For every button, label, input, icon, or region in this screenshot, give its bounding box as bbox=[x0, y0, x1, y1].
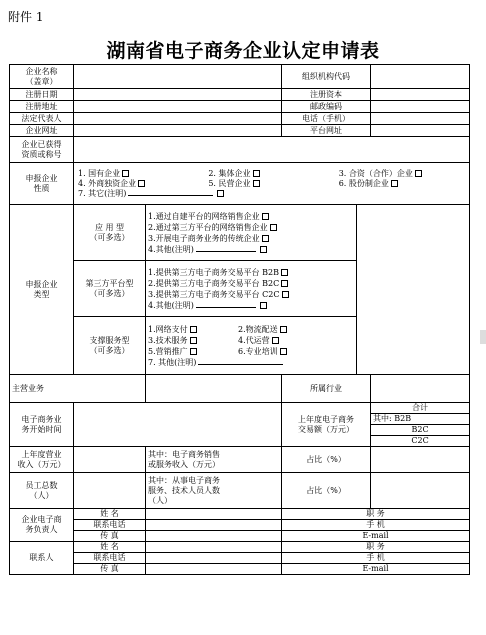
checkbox-icon bbox=[253, 170, 260, 177]
checkbox-icon bbox=[190, 348, 197, 355]
industry-field[interactable] bbox=[371, 375, 470, 403]
phone-field[interactable] bbox=[371, 113, 470, 125]
app-type-label: 应 用 型 （可多选） bbox=[74, 205, 146, 261]
attachment-label: 附件 1 bbox=[8, 10, 44, 24]
contact-position-label: 职 务 bbox=[282, 542, 470, 553]
revenue-field[interactable] bbox=[74, 447, 146, 473]
app-option[interactable]: 4.其他(注明) bbox=[148, 244, 354, 255]
contact-tel-label: 联系电话 bbox=[74, 553, 146, 564]
support-type-label: 支撑服务型 （可多选） bbox=[74, 317, 146, 375]
checkbox-icon bbox=[122, 170, 129, 177]
postcode-label: 邮政编码 bbox=[282, 101, 371, 113]
total-label: 合计 bbox=[371, 403, 470, 414]
third-option[interactable]: 1.提供第三方电子商务交易平台 B2B bbox=[148, 267, 354, 278]
b2b-label: 其中: B2B bbox=[371, 414, 470, 425]
app-option[interactable]: 3.开展电子商务业务的传统企业 bbox=[148, 233, 354, 244]
website-label: 企业网址 bbox=[10, 125, 74, 137]
legal-rep-field[interactable] bbox=[74, 113, 282, 125]
contact-email-label: E-mail bbox=[282, 564, 470, 575]
support-type-options bbox=[146, 317, 357, 375]
nature-option-other[interactable]: 7. 其它(注明) bbox=[76, 189, 467, 199]
annual-volume-label: 上年度电子商务 交易额（万元） bbox=[282, 403, 371, 447]
checkbox-icon bbox=[260, 246, 267, 253]
staff-field[interactable] bbox=[74, 473, 146, 509]
checkbox-icon bbox=[280, 348, 287, 355]
license-field[interactable] bbox=[74, 137, 470, 163]
company-name-field[interactable] bbox=[74, 65, 282, 89]
nature-label: 申报企业 性质 bbox=[10, 163, 74, 205]
support-option[interactable]: 3.技术服务 bbox=[148, 335, 238, 346]
head-position-label: 职 务 bbox=[282, 509, 470, 520]
c2c-label: C2C bbox=[371, 436, 470, 447]
license-label: 企业已获得 资质或称号 bbox=[10, 137, 74, 163]
head-tel-label: 联系电话 bbox=[74, 520, 146, 531]
phone-label: 电话（手机） bbox=[282, 113, 371, 125]
contact-fax-field[interactable] bbox=[146, 564, 282, 575]
nature-option[interactable]: 4. 外商独资企业 bbox=[76, 179, 206, 189]
checkbox-icon bbox=[281, 269, 288, 276]
third-option[interactable]: 4.其他(注明) bbox=[148, 300, 354, 311]
reg-capital-field[interactable] bbox=[371, 89, 470, 101]
checkbox-icon bbox=[270, 224, 277, 231]
third-option[interactable]: 3.提供第三方电子商务交易平台 C2C bbox=[148, 289, 354, 300]
checkbox-icon bbox=[190, 337, 197, 344]
checkbox-icon bbox=[415, 170, 422, 177]
ratio2-field[interactable] bbox=[371, 473, 470, 509]
support-option[interactable]: 5.营销推广 bbox=[148, 346, 238, 357]
third-option[interactable]: 2.提供第三方电子商务交易平台 B2C bbox=[148, 278, 354, 289]
checkbox-icon bbox=[190, 326, 197, 333]
checkbox-icon bbox=[281, 280, 288, 287]
nature-option[interactable]: 3. 合资（合作）企业 bbox=[337, 169, 467, 179]
reg-date-label: 注册日期 bbox=[10, 89, 74, 101]
ratio2-label: 占比（%） bbox=[282, 473, 371, 509]
support-option[interactable]: 6.专业培训 bbox=[238, 347, 287, 356]
reg-address-label: 注册地址 bbox=[10, 101, 74, 113]
support-option[interactable]: 2.物流配送 bbox=[238, 325, 287, 334]
main-business-field[interactable] bbox=[146, 375, 282, 403]
reg-date-field[interactable] bbox=[74, 89, 282, 101]
start-time-label: 电子商务业 务开始时间 bbox=[10, 403, 74, 447]
head-tel-field[interactable] bbox=[146, 520, 282, 531]
nature-option[interactable]: 1. 国有企业 bbox=[76, 169, 206, 179]
head-mobile-label: 手 机 bbox=[282, 520, 470, 531]
nature-option[interactable]: 5. 民营企业 bbox=[206, 179, 336, 189]
type-blank bbox=[357, 205, 470, 375]
app-type-options bbox=[146, 205, 357, 261]
support-option[interactable]: 4.代运营 bbox=[238, 336, 279, 345]
contact-name-label: 姓 名 bbox=[74, 542, 146, 553]
checkbox-icon bbox=[260, 302, 267, 309]
checkbox-icon bbox=[272, 337, 279, 344]
company-name-label: 企业名称 （盖章） bbox=[10, 65, 74, 89]
head-name-field[interactable] bbox=[146, 509, 282, 520]
main-business-label: 主营业务 bbox=[10, 375, 146, 403]
ec-revenue-label: 其中：电子商务销售 或服务收入（万元） bbox=[146, 447, 282, 473]
page-title: 湖南省电子商务企业认定申请表 bbox=[106, 40, 380, 62]
industry-label: 所属行业 bbox=[282, 375, 371, 403]
checkbox-icon bbox=[262, 213, 269, 220]
application-form bbox=[9, 64, 470, 575]
start-time-field[interactable] bbox=[74, 403, 282, 447]
support-option[interactable]: 7. 其他(注明) bbox=[148, 357, 354, 368]
contact-tel-field[interactable] bbox=[146, 553, 282, 564]
contact-label: 联系人 bbox=[10, 542, 74, 575]
checkbox-icon bbox=[391, 180, 398, 187]
type-label: 申报企业 类型 bbox=[10, 205, 74, 375]
contact-name-field[interactable] bbox=[146, 542, 282, 553]
ec-head-label: 企业电子商 务负责人 bbox=[10, 509, 74, 542]
third-party-options bbox=[146, 261, 357, 317]
contact-mobile-label: 手 机 bbox=[282, 553, 470, 564]
nature-option[interactable]: 6. 股份制企业 bbox=[337, 179, 467, 189]
postcode-field[interactable] bbox=[371, 101, 470, 113]
ratio1-label: 占比（%） bbox=[282, 447, 371, 473]
head-email-label: E-mail bbox=[282, 531, 470, 542]
third-party-label: 第三方平台型 （可多选） bbox=[74, 261, 146, 317]
org-code-label: 组织机构代码 bbox=[282, 65, 371, 89]
staff-label: 员工总数 （人） bbox=[10, 473, 74, 509]
contact-fax-label: 传 真 bbox=[74, 564, 146, 575]
revenue-label: 上年度营业 收入（万元） bbox=[10, 447, 74, 473]
checkbox-icon bbox=[262, 235, 269, 242]
checkbox-icon bbox=[138, 180, 145, 187]
nature-option[interactable]: 2. 集体企业 bbox=[206, 169, 336, 179]
website-field[interactable] bbox=[74, 125, 282, 137]
head-fax-label: 传 真 bbox=[74, 531, 146, 542]
app-option[interactable]: 2.通过第三方平台的网络销售企业 bbox=[148, 222, 354, 233]
checkbox-icon bbox=[280, 326, 287, 333]
support-option[interactable]: 1.网络支付 bbox=[148, 324, 238, 335]
reg-address-field[interactable] bbox=[74, 101, 282, 113]
head-name-label: 姓 名 bbox=[74, 509, 146, 520]
org-code-field[interactable] bbox=[371, 65, 470, 89]
ratio1-field[interactable] bbox=[371, 447, 470, 473]
checkbox-icon bbox=[282, 291, 289, 298]
head-fax-field[interactable] bbox=[146, 531, 282, 542]
platform-url-label: 平台网址 bbox=[282, 125, 371, 137]
checkbox-icon bbox=[253, 180, 260, 187]
checkbox-icon bbox=[217, 190, 224, 197]
reg-capital-label: 注册资本 bbox=[282, 89, 371, 101]
app-option[interactable]: 1.通过自建平台的网络销售企业 bbox=[148, 211, 354, 222]
nature-options bbox=[74, 163, 470, 205]
side-scroll-handle[interactable] bbox=[480, 330, 486, 344]
platform-url-field[interactable] bbox=[371, 125, 470, 137]
ec-staff-label: 其中：从事电子商务 服务、技术人员人数 （人） bbox=[146, 473, 282, 509]
b2c-label: B2C bbox=[371, 425, 470, 436]
legal-rep-label: 法定代表人 bbox=[10, 113, 74, 125]
